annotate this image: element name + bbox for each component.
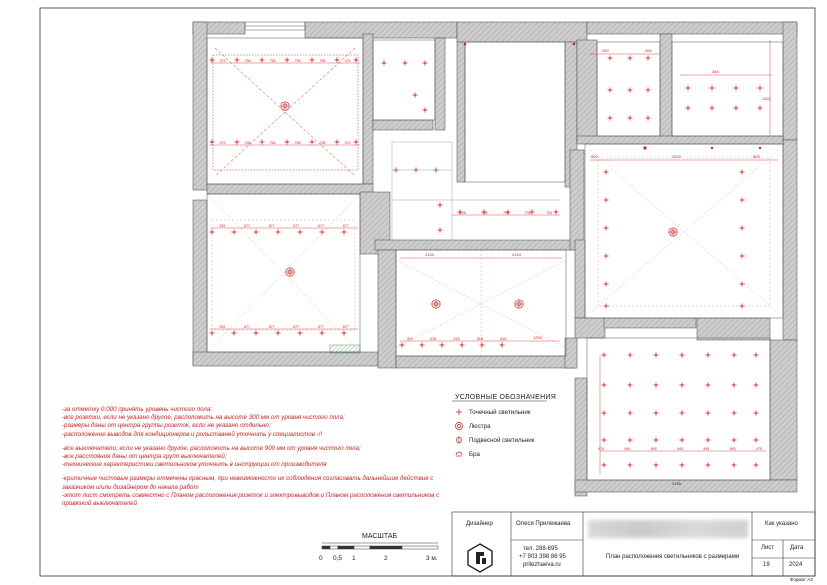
dimension-label: 677 (318, 224, 324, 228)
scale-tick-3: 3 м. (426, 555, 438, 562)
note-line: -критичные чистовые размеры отмечены красным, при невозможности их соблюдения согласовать дальнейшие действия с (62, 475, 434, 483)
dim-1200: 1200 (533, 335, 542, 340)
legend-title: УСЛОВНЫЕ ОБОЗНАЧЕНИЯ (455, 394, 557, 401)
dimension-label: 677 (318, 325, 324, 329)
designer-name: Олеся Прилежаева (516, 521, 571, 527)
designer-role: Дизайнер (466, 521, 493, 527)
dimension-label: 677 (268, 325, 275, 329)
note-line: -все расстояния даны от центра групп выключателей; (62, 453, 227, 460)
chandelier-room4 (669, 228, 677, 236)
dimension-label: 705 (524, 211, 531, 215)
scale-bar (322, 543, 438, 549)
legend-item-sconce (452, 449, 480, 459)
note-line: заказчиком и/или дизайнером до начала работ (62, 483, 199, 491)
sheet-title: План расположения светильников с размерами (606, 554, 740, 560)
dimension-label: 758 (244, 59, 251, 63)
date-label: Дата (790, 545, 804, 551)
sconce-icon (452, 449, 466, 459)
dimension-label: 618 (453, 337, 460, 341)
dimension-label: 677 (268, 224, 275, 228)
dim-800a: 800 (591, 154, 598, 159)
dimension-label: 758 (244, 141, 251, 145)
pendant-light-icon (452, 435, 466, 445)
dimension-label: 758 (269, 141, 276, 145)
spot-lights (209, 55, 762, 467)
dimension-label: 618 (430, 337, 437, 341)
dimension-label: 677 (244, 325, 250, 329)
sheet-number: 19 (763, 562, 770, 568)
dimension-label: 945 (677, 447, 683, 451)
chandelier-room2 (286, 268, 294, 276)
dimension-label: 470 (755, 447, 762, 451)
legend-label-spot: Точечный светильник (469, 408, 531, 416)
legend-label-sconce: Бра (469, 450, 480, 458)
blurred-address (588, 520, 748, 538)
note-line: -технические характеристики светильников уточнить в инструкции от производителя (62, 461, 327, 469)
dimension-label: 725 (459, 211, 466, 215)
dimension-label: 945 (729, 447, 736, 451)
scale-tick-05: 0,5 (333, 555, 343, 562)
note-line: -все розетки, если не указано другое, расположить на высоте 300 мм от уровня чистого пола; (62, 414, 345, 422)
chandelier-room3b (515, 300, 523, 308)
dimension-label: 339 (219, 224, 226, 228)
dimension-label: 945 (650, 447, 657, 451)
windows (245, 22, 305, 30)
walls (193, 22, 797, 496)
scale-title: МАСШТАБ (362, 533, 398, 540)
dimension-label: 758 (319, 141, 326, 145)
dimension-label: 309 (406, 337, 413, 341)
note-line: -за отметку 0,000 принять уровень чистого пола; (62, 406, 213, 413)
chandelier-room1 (281, 102, 289, 110)
scale-tick-0: 0 (319, 555, 323, 562)
dimension-label: 677 (342, 325, 349, 329)
phone-1: тел. 288-695 (523, 546, 558, 552)
dim-800b: 800 (753, 154, 760, 159)
dimension-label: 725 (546, 211, 553, 215)
scale-tick-2: 2 (384, 555, 388, 562)
dimension-label: 758 (269, 59, 276, 63)
dimension-label: 339 (219, 325, 226, 329)
paper-format: Формат А3 (790, 577, 813, 582)
dimension-label: 470 (598, 447, 605, 451)
legend-label-chandelier: Люстра (469, 422, 491, 430)
legend-label-pendant: Подвесной светильник (469, 436, 535, 444)
note-line: -этот лист смотреть совместно с Планом расположения розеток и электровыводов и Планом расположения светильников с (62, 491, 440, 499)
scale-tick-1: 1 (352, 555, 356, 562)
dim-2144a: 2144 (425, 252, 434, 257)
dim-400a: 400 (602, 48, 609, 53)
dimension-label: 379 (344, 59, 351, 63)
dim-4765: 4765 (672, 481, 681, 486)
sheet-label: Лист (761, 545, 775, 551)
legend-underline (452, 400, 552, 402)
year: 2024 (789, 562, 803, 568)
dim-2144b: 2144 (512, 252, 521, 257)
dimension-label: 677 (342, 224, 349, 228)
scale-status: Как указано (765, 521, 798, 527)
legend-item-pendant (452, 435, 534, 445)
legend-item-chandelier (452, 421, 491, 431)
phone-2: +7 903 398 86 95 (519, 554, 566, 560)
dimension-label: 379 (344, 141, 351, 145)
dimension-label: 758 (294, 59, 301, 63)
chandelier-icon (452, 421, 466, 431)
note-line: -все выключатели, если не указано другое, расположить на высоте 900 мм от уровня чистого пола; (62, 444, 361, 452)
note-line: -размеры даны от центра группы розеток, если не указано отдельно; (62, 422, 271, 430)
note-line: -расположение выводов для кондиционеров и рольставней уточнить у специалистов -!! (62, 430, 323, 438)
dimension-label: 705 (481, 211, 488, 215)
dimension-label: 945 (703, 447, 710, 451)
dimension-label: 677 (244, 224, 250, 228)
dim-400b: 400 (645, 48, 652, 53)
dimension-label: 618 (476, 337, 483, 341)
dimension-label: 618 (500, 337, 507, 341)
dimension-label: 758 (319, 59, 326, 63)
dim-346: 346 (712, 69, 719, 74)
dim-1322: 1322 (762, 96, 771, 101)
dimension-label: 379 (219, 141, 226, 145)
note-line: привязкой выключателей (62, 500, 138, 507)
dim-3320: 3320 (672, 154, 681, 159)
dimension-label: 379 (219, 59, 226, 63)
designer-logo (468, 544, 492, 572)
site-url: prilezhaeva.ru (523, 562, 561, 568)
legend-item-spot (452, 407, 531, 417)
dimension-label: 677 (293, 224, 300, 228)
dimension-label: 677 (293, 325, 300, 329)
dimension-label: 705 (503, 211, 509, 215)
dimension-label: 758 (294, 141, 301, 145)
dimension-label: 945 (624, 447, 631, 451)
chandelier-room3a (432, 300, 440, 308)
spot-light-icon (452, 407, 466, 417)
